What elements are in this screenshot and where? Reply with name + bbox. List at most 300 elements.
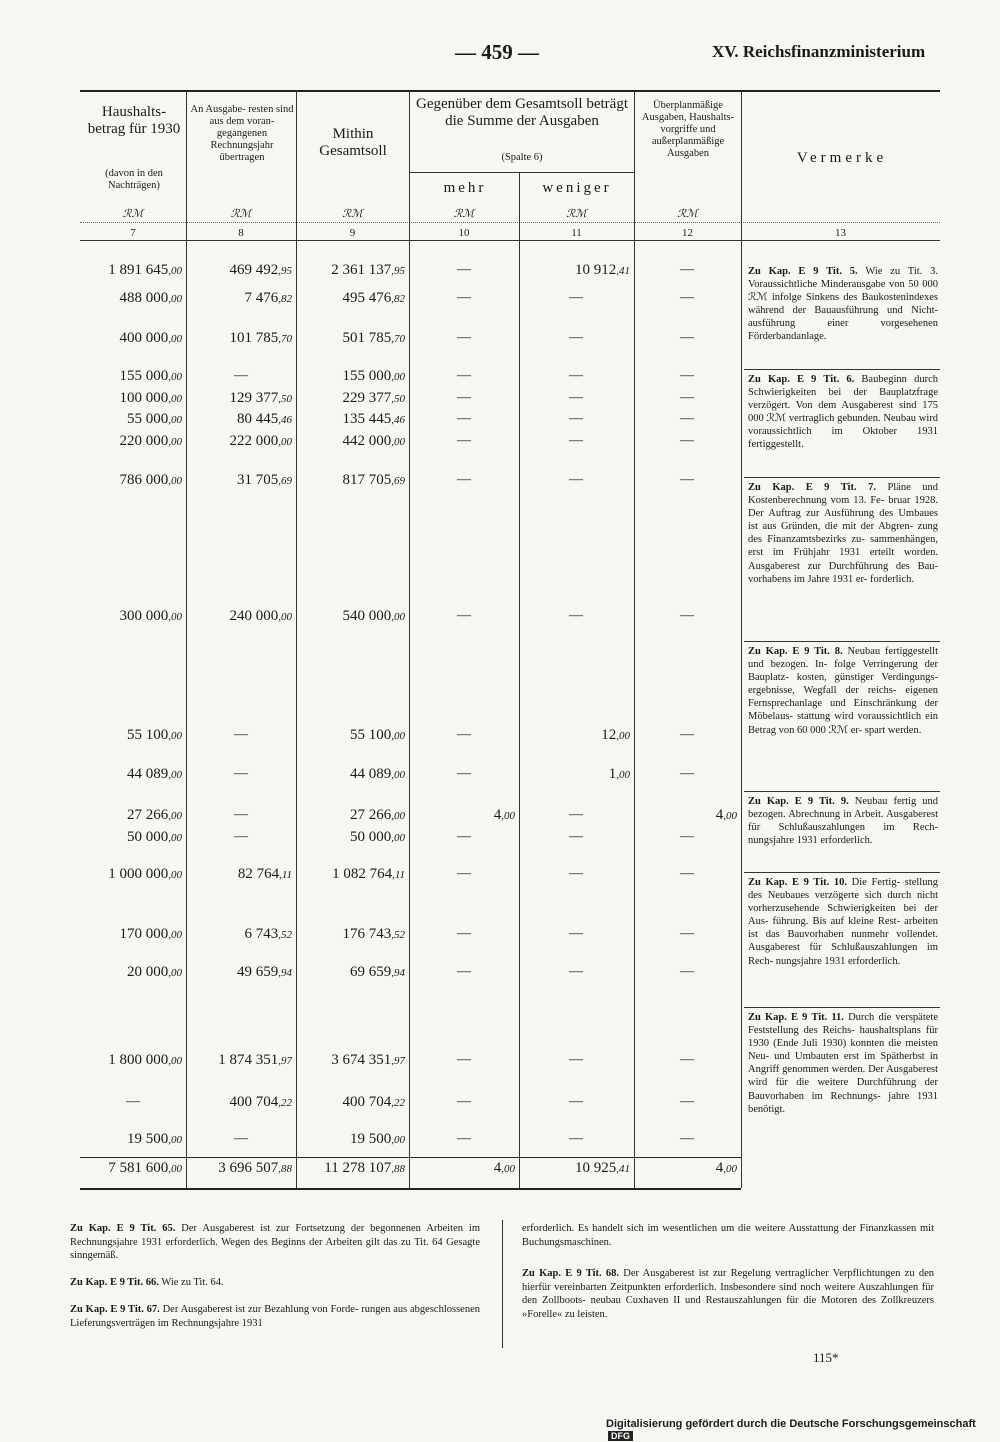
row-9-c8-int: 240 000	[229, 608, 279, 624]
row-4-c11-dash: —	[569, 368, 583, 383]
row-6-c12-dash: —	[680, 411, 694, 426]
row-2-c8-dec: 82	[281, 293, 292, 305]
footnote-divider	[502, 1220, 503, 1348]
row-1-c8: 469 492,95	[229, 262, 292, 278]
total-c7-int: 7 581 600	[108, 1160, 169, 1176]
remark-text: Baubeginn durch Schwierigkeiten bei der Bauplatzfrage verzögert. Von dem Ausgaberest sind 175 000 ℛℳ vertraglich gebunden. Neubau wird voraussichtlich im Oktober 1931 fertiggestellt.	[748, 374, 938, 451]
row-6-c8-int: 80 445	[237, 411, 279, 427]
colno-10: 10	[458, 227, 470, 239]
row-17-c7-int: 1 800 000	[108, 1052, 169, 1068]
remark-separator	[744, 1007, 940, 1008]
total-c11-dec: 41	[619, 1163, 630, 1175]
row-17-c7-dec: 00	[171, 1055, 182, 1067]
row-18-c7-dash: —	[126, 1094, 140, 1109]
row-12-c9-dec: 00	[394, 810, 405, 822]
row-11-c9-dec: 00	[394, 769, 405, 781]
row-10-c10-dash: —	[457, 727, 471, 742]
row-13-c11-dash: —	[569, 829, 583, 844]
row-3-c7-int: 400 000	[119, 330, 169, 346]
row-15-c11-dash: —	[569, 926, 583, 941]
row-5-c9-dec: 50	[394, 393, 405, 405]
row-12-c12-dec: 00	[726, 810, 737, 822]
row-15-c8-dec: 52	[281, 929, 292, 941]
row-1-c11: 10 912,41	[575, 262, 630, 278]
row-18-c12-dash: —	[680, 1094, 694, 1109]
row-12-c7-dec: 00	[171, 810, 182, 822]
colno-13: 13	[835, 227, 846, 239]
footnote-heading: Zu Kap. E 9 Tit. 68.	[522, 1268, 619, 1279]
row-6-c7-int: 55 000	[127, 411, 169, 427]
remark-heading: Zu Kap. E 9 Tit. 10.	[748, 877, 848, 888]
total-c8: 3 696 507,88	[218, 1160, 292, 1176]
col9-header: Mithin Gesamtsoll	[319, 126, 387, 159]
col-divider-8-9	[296, 90, 297, 1188]
row-18-c9-int: 400 704	[342, 1094, 392, 1110]
row-7-c12-dash: —	[680, 433, 694, 448]
row-15-c9-int: 176 743	[342, 926, 392, 942]
row-11-c7-int: 44 089	[127, 766, 169, 782]
remark-separator	[744, 791, 940, 792]
remark-3	[748, 481, 938, 586]
row-17-c7: 1 800 000,00	[108, 1052, 182, 1068]
col-divider-11-12	[634, 90, 635, 1188]
col-divider-12-13	[741, 90, 742, 1188]
row-3-c12-dash: —	[680, 330, 694, 345]
row-9-c10-dash: —	[457, 608, 471, 623]
row-8-c8-int: 31 705	[237, 472, 279, 488]
remark-2	[748, 373, 938, 452]
remark-heading: Zu Kap. E 9 Tit. 8.	[748, 646, 843, 657]
row-18-c9-dec: 22	[394, 1097, 405, 1109]
row-10-c11: 12,00	[601, 727, 630, 743]
page-number: — 459 —	[455, 40, 539, 64]
row-7-c9: 442 000,00	[342, 433, 405, 449]
row-15-c7-int: 170 000	[119, 926, 169, 942]
footnote-text: Der Ausgaberest ist zur Fortsetzung der begonnenen Arbeiten im Rechnungsjahre 1931 erforderlich. Wegen des Beginns der Arbeiten gilt das zu Tit. 64 Gesagte sinngemäß.	[70, 1223, 480, 1261]
footnote-heading: Zu Kap. E 9 Tit. 66.	[70, 1277, 159, 1288]
col13-header: Vermerke	[796, 150, 888, 166]
header-bottom-rule	[80, 240, 940, 241]
row-14-c8-int: 82 764	[237, 866, 280, 882]
row-9-c7: 300 000,00	[119, 608, 182, 624]
total-c9-int: 11 278 107	[324, 1160, 392, 1176]
row-18-c10-dash: —	[457, 1094, 471, 1109]
row-5-c8-dec: 50	[281, 393, 292, 405]
row-18-c8: 400 704,22	[229, 1094, 292, 1110]
row-10-c8-dash: —	[234, 727, 248, 742]
row-16-c11-dash: —	[569, 964, 583, 979]
row-13-c12-dash: —	[680, 829, 694, 844]
remark-heading: Zu Kap. E 9 Tit. 9.	[748, 796, 849, 807]
row-9-c9-dec: 00	[394, 611, 405, 623]
row-7-c11-dash: —	[569, 433, 583, 448]
footnote-heading: Zu Kap. E 9 Tit. 67.	[70, 1304, 160, 1315]
row-11-c10-dash: —	[457, 766, 471, 781]
total-c8-int: 3 696 507	[218, 1160, 279, 1176]
row-19-c9-dec: 00	[394, 1134, 405, 1146]
remark-separator	[744, 477, 940, 478]
row-3-c9-dec: 70	[394, 333, 405, 345]
row-17-c11-dash: —	[569, 1052, 583, 1067]
row-11-c9: 44 089,00	[350, 766, 405, 782]
row-7-c8: 222 000,00	[229, 433, 292, 449]
row-10-c7: 55 100,00	[127, 727, 182, 743]
row-8-c11-dash: —	[569, 472, 583, 487]
footnote-text: Der Ausgaberest ist zur Regelung vertraglicher Verpflichtungen zu den hierfür vereinbarten Zeitpunkten erforderlich. Insbesondere sind noch weitere Auszahlungen für den Zollboots- neubau Cuxhaven II und Restauszahlungen für die Motoren des Zollkreuzers »Forelle« zu leisten.	[522, 1268, 934, 1320]
total-c11-int: 10 925	[575, 1160, 617, 1176]
row-15-c7: 170 000,00	[119, 926, 182, 942]
row-16-c10-dash: —	[457, 964, 471, 979]
unit-c12: ℛℳ	[677, 208, 698, 220]
row-17-c10-dash: —	[457, 1052, 471, 1067]
row-17-c12-dash: —	[680, 1052, 694, 1067]
row-15-c9-dec: 52	[394, 929, 405, 941]
footnote-text: Der Ausgaberest ist zur Bezahlung von Forde- rungen aus abgeschlossenen Lieferungsverträgen im Rechnungsjahre 1931	[70, 1304, 480, 1329]
row-16-c9: 69 659,94	[350, 964, 405, 980]
row-5-c11-dash: —	[569, 390, 583, 405]
row-8-c9-dec: 69	[394, 475, 405, 487]
col7-subheader: (davon in den Nachträgen)	[105, 168, 163, 191]
remark-separator	[744, 369, 940, 370]
col10-header: mehr	[443, 180, 487, 196]
row-3-c8-dec: 70	[281, 333, 292, 345]
row-10-c11-int: 12	[601, 727, 617, 743]
row-1-c8-dec: 95	[281, 265, 292, 277]
remark-text: Neubau fertiggestellt und bezogen. In- folge Verringerung der Bauplatz- kosten, günstiger Verdingungs- ergebnisse, Wegfall der reichs- eigenen Fernsprechanlage und Einschränkung der Möbelaus- stattung wird voraussichtlich ein Betrag von 60 000 ℛℳ er- spart werden.	[748, 646, 938, 736]
row-2-c9-int: 495 476	[342, 290, 392, 306]
row-14-c9-int: 1 082 764	[332, 866, 393, 882]
col11-header: weniger	[542, 180, 612, 196]
row-11-c9-int: 44 089	[350, 766, 392, 782]
row-12-c8-dash: —	[234, 807, 248, 822]
row-6-c10-dash: —	[457, 411, 471, 426]
row-3-c7-dec: 00	[171, 333, 182, 345]
unit-c8: ℛℳ	[230, 208, 252, 220]
unit-rule	[80, 222, 940, 223]
row-7-c8-int: 222 000	[229, 433, 279, 449]
total-c12: 4,00	[715, 1160, 737, 1176]
remark-heading: Zu Kap. E 9 Tit. 7.	[748, 482, 876, 493]
row-5-c9-int: 229 377	[342, 390, 392, 406]
row-14-c9-dec: 11	[394, 869, 405, 881]
colno-7: 7	[130, 227, 136, 239]
row-8-c9-int: 817 705	[342, 472, 392, 488]
row-14-c7: 1 000 000,00	[108, 866, 182, 882]
row-14-c7-dec: 00	[171, 869, 182, 881]
row-16-c12-dash: —	[680, 964, 694, 979]
row-5-c12-dash: —	[680, 390, 694, 405]
row-9-c8: 240 000,00	[229, 608, 292, 624]
row-7-c9-dec: 00	[394, 436, 405, 448]
row-8-c7-int: 786 000	[119, 472, 169, 488]
remark-4	[748, 645, 938, 737]
row-1-c7-int: 1 891 645	[108, 262, 169, 278]
remark-heading: Zu Kap. E 9 Tit. 5.	[748, 266, 858, 277]
page-header	[0, 40, 1000, 70]
row-18-c9: 400 704,22	[342, 1094, 405, 1110]
row-16-c8: 49 659,94	[237, 964, 292, 980]
remark-separator	[744, 872, 940, 873]
col8-header: An Ausgabe- resten sind aus dem voran- gegangenen Rechnungsjahr übertragen	[190, 104, 294, 163]
row-4-c7-dec: 00	[171, 371, 182, 383]
row-1-c11-int: 10 912	[575, 262, 617, 278]
row-8-c8-dec: 69	[281, 475, 292, 487]
row-6-c7-dec: 00	[171, 414, 182, 426]
remark-text: Durch die verspätete Feststellung des Reichs- haushaltsplans für 1930 (Ende Juli 1930) konnten die meisten Neu- und Umbauten erst im Spätherbst in Angriff genommen werden. Der Ausgaberest wird für die weitere Durchführung der Bauvorhaben im Rechnungs- jahre 1931 benötigt.	[748, 1012, 938, 1115]
footnote-left-3	[70, 1303, 480, 1330]
remark-1	[748, 265, 938, 344]
row-9-c9-int: 540 000	[342, 608, 392, 624]
row-13-c7-int: 50 000	[127, 829, 169, 845]
total-c9-dec: 88	[394, 1163, 405, 1175]
row-6-c7: 55 000,00	[127, 411, 182, 427]
row-11-c11-dec: 00	[619, 769, 630, 781]
remark-6	[748, 876, 938, 968]
row-14-c12-dash: —	[680, 866, 694, 881]
row-14-c10-dash: —	[457, 866, 471, 881]
remark-text: Pläne und Kostenberechnung vom 13. Fe- bruar 1928. Der Auftrag zur Ausführung des Umbaues ist aus Gründen, die mit der Abgren- zung des Finanzamtsbezirks zu- sammenhängen, erst im Frühjahr 1931 erteilt worden. Ausgaberest zur Durchführung des Bau- vorhabens im Jahre 1931 er- forderlich.	[748, 482, 938, 585]
total-c7-dec: 00	[171, 1163, 182, 1175]
row-12-c9: 27 266,00	[350, 807, 405, 823]
row-8-c10-dash: —	[457, 472, 471, 487]
row-12-c7-int: 27 266	[127, 807, 169, 823]
col7-header: Haushalts- betrag für 1930	[87, 104, 181, 137]
row-13-c7-dec: 00	[171, 832, 182, 844]
row-8-c12-dash: —	[680, 472, 694, 487]
row-16-c8-int: 49 659	[237, 964, 279, 980]
group-subheader: (Spalte 6)	[501, 152, 543, 163]
row-12-c10-int: 4	[493, 807, 502, 823]
row-9-c11-dash: —	[569, 608, 583, 623]
row-17-c9-int: 3 674 351	[331, 1052, 392, 1068]
digitization-credit	[606, 1418, 1000, 1442]
row-3-c10-dash: —	[457, 330, 471, 345]
ministry-title: XV. Reichsfinanzministerium	[712, 42, 926, 61]
total-c7: 7 581 600,00	[108, 1160, 182, 1176]
row-4-c7-int: 155 000	[119, 368, 169, 384]
row-8-c9: 817 705,69	[342, 472, 405, 488]
unit-c7: ℛℳ	[122, 208, 144, 220]
row-12-c10-dec: 00	[504, 810, 515, 822]
table-bottom-rule	[80, 1188, 741, 1190]
row-3-c8: 101 785,70	[229, 330, 292, 346]
colno-11: 11	[571, 227, 582, 239]
row-18-c8-int: 400 704	[229, 1094, 279, 1110]
row-2-c7: 488 000,00	[119, 290, 182, 306]
row-2-c9-dec: 82	[394, 293, 405, 305]
row-2-c7-int: 488 000	[119, 290, 169, 306]
remark-7	[748, 1011, 938, 1116]
row-12-c7: 27 266,00	[127, 807, 182, 823]
row-16-c7-int: 20 000	[127, 964, 169, 980]
table-top-rule	[80, 90, 940, 92]
col12-header: Überplanmäßige Ausgaben, Haushalts- vorgriffe und außerplanmäßige Ausgaben	[641, 100, 735, 159]
row-1-c9: 2 361 137,95	[331, 262, 405, 278]
row-14-c8: 82 764,11	[237, 866, 292, 882]
row-2-c8-int: 7 476	[244, 290, 279, 306]
row-14-c7-int: 1 000 000	[108, 866, 169, 882]
row-15-c12-dash: —	[680, 926, 694, 941]
row-3-c11-dash: —	[569, 330, 583, 345]
footnote-text: erforderlich. Es handelt sich im wesentlichen um die weitere Ausstattung der Finanzkassen mit Buchungsmaschinen.	[522, 1223, 934, 1248]
total-c12-int: 4	[715, 1160, 724, 1176]
footnote-right-2	[522, 1267, 934, 1321]
row-13-c7: 50 000,00	[127, 829, 182, 845]
row-4-c12-dash: —	[680, 368, 694, 383]
row-2-c12-dash: —	[680, 290, 694, 305]
row-15-c10-dash: —	[457, 926, 471, 941]
total-c10: 4,00	[493, 1160, 515, 1176]
row-10-c12-dash: —	[680, 727, 694, 742]
row-9-c9: 540 000,00	[342, 608, 405, 624]
totals-rule	[80, 1157, 741, 1158]
row-15-c8-int: 6 743	[244, 926, 279, 942]
row-17-c9-dec: 97	[394, 1055, 405, 1067]
row-10-c11-dec: 00	[619, 730, 630, 742]
row-15-c8: 6 743,52	[244, 926, 292, 942]
row-1-c9-int: 2 361 137	[331, 262, 392, 278]
row-13-c8-dash: —	[234, 829, 248, 844]
remark-text: Neubau fertig und bezogen. Abrechnung in Arbeit. Ausgaberest für Schlußauszahlungen im Rech- nungsjahre 1931 erforderlich.	[748, 796, 938, 847]
row-12-c11-dash: —	[569, 807, 583, 822]
row-9-c8-dec: 00	[281, 611, 292, 623]
row-11-c7: 44 089,00	[127, 766, 182, 782]
row-9-c7-int: 300 000	[119, 608, 169, 624]
row-6-c9-dec: 46	[394, 414, 405, 426]
row-17-c8: 1 874 351,97	[218, 1052, 292, 1068]
row-7-c8-dec: 00	[281, 436, 292, 448]
row-19-c7-dec: 00	[171, 1134, 182, 1146]
col-divider-7-8	[186, 90, 187, 1188]
row-5-c8: 129 377,50	[229, 390, 292, 406]
row-12-c12-int: 4	[715, 807, 724, 823]
row-14-c11-dash: —	[569, 866, 583, 881]
remark-heading: Zu Kap. E 9 Tit. 6.	[748, 374, 855, 385]
row-19-c10-dash: —	[457, 1131, 471, 1146]
colno-8: 8	[238, 227, 244, 239]
total-c10-int: 4	[493, 1160, 502, 1176]
group-sub-rule	[409, 172, 634, 173]
row-10-c7-dec: 00	[171, 730, 182, 742]
footnote-text: Wie zu Tit. 64.	[158, 1277, 224, 1288]
row-1-c9-dec: 95	[394, 265, 405, 277]
row-13-c9: 50 000,00	[350, 829, 405, 845]
row-16-c9-int: 69 659	[350, 964, 392, 980]
row-12-c9-int: 27 266	[350, 807, 392, 823]
row-12-c10: 4,00	[493, 807, 515, 823]
row-4-c9: 155 000,00	[342, 368, 405, 384]
row-11-c12-dash: —	[680, 766, 694, 781]
dfg-logo: DFG	[608, 1431, 633, 1441]
row-16-c8-dec: 94	[281, 967, 292, 979]
total-c10-dec: 00	[504, 1163, 515, 1175]
row-10-c9-int: 55 100	[350, 727, 392, 743]
row-13-c9-int: 50 000	[350, 829, 392, 845]
page-reference: 115*	[813, 1350, 839, 1365]
row-2-c8: 7 476,82	[244, 290, 292, 306]
row-18-c8-dec: 22	[281, 1097, 292, 1109]
row-2-c7-dec: 00	[171, 293, 182, 305]
row-4-c9-int: 155 000	[342, 368, 392, 384]
row-15-c7-dec: 00	[171, 929, 182, 941]
row-13-c9-dec: 00	[394, 832, 405, 844]
total-c8-dec: 88	[281, 1163, 292, 1175]
row-9-c12-dash: —	[680, 608, 694, 623]
colno-12: 12	[682, 227, 693, 239]
row-4-c7: 155 000,00	[119, 368, 182, 384]
row-18-c11-dash: —	[569, 1094, 583, 1109]
row-7-c7: 220 000,00	[119, 433, 182, 449]
row-2-c9: 495 476,82	[342, 290, 405, 306]
remark-separator	[744, 641, 940, 642]
row-4-c10-dash: —	[457, 368, 471, 383]
row-11-c11-int: 1	[608, 766, 617, 782]
row-19-c11-dash: —	[569, 1131, 583, 1146]
row-5-c7-int: 100 000	[119, 390, 169, 406]
row-8-c7-dec: 00	[171, 475, 182, 487]
row-2-c11-dash: —	[569, 290, 583, 305]
row-6-c11-dash: —	[569, 411, 583, 426]
row-13-c10-dash: —	[457, 829, 471, 844]
footnote-right-1	[522, 1222, 934, 1249]
row-11-c8-dash: —	[234, 766, 248, 781]
row-6-c8: 80 445,46	[237, 411, 292, 427]
row-5-c10-dash: —	[457, 390, 471, 405]
row-17-c8-int: 1 874 351	[218, 1052, 279, 1068]
row-7-c7-int: 220 000	[119, 433, 169, 449]
remark-5	[748, 795, 938, 847]
col-divider-9-10	[409, 90, 410, 1188]
row-14-c9: 1 082 764,11	[332, 866, 405, 882]
group-header: Gegenüber dem Gesamtsoll beträgt die Summe der Ausgaben	[415, 96, 628, 129]
row-1-c12-dash: —	[680, 262, 694, 277]
unit-c9: ℛℳ	[342, 208, 363, 220]
footnote-heading: Zu Kap. E 9 Tit. 65.	[70, 1223, 176, 1234]
row-19-c9-int: 19 500	[350, 1131, 392, 1147]
col-divider-10-11	[519, 172, 520, 1188]
row-19-c7-int: 19 500	[127, 1131, 169, 1147]
row-14-c8-dec: 11	[281, 869, 292, 881]
row-5-c7-dec: 00	[171, 393, 182, 405]
row-4-c8-dash: —	[234, 368, 248, 383]
row-5-c8-int: 129 377	[229, 390, 279, 406]
row-12-c12: 4,00	[715, 807, 737, 823]
unit-c10: ℛℳ	[453, 208, 475, 220]
row-1-c8-int: 469 492	[229, 262, 279, 278]
row-4-c9-dec: 00	[394, 371, 405, 383]
row-19-c7: 19 500,00	[127, 1131, 182, 1147]
row-6-c9-int: 135 445	[342, 411, 392, 427]
row-1-c7-dec: 00	[171, 265, 182, 277]
row-6-c9: 135 445,46	[342, 411, 405, 427]
row-11-c7-dec: 00	[171, 769, 182, 781]
row-17-c8-dec: 97	[281, 1055, 292, 1067]
row-3-c9-int: 501 785	[342, 330, 392, 346]
row-17-c9: 3 674 351,97	[331, 1052, 405, 1068]
row-1-c7: 1 891 645,00	[108, 262, 182, 278]
row-8-c7: 786 000,00	[119, 472, 182, 488]
row-9-c7-dec: 00	[171, 611, 182, 623]
total-c9: 11 278 107,88	[324, 1160, 405, 1176]
row-16-c9-dec: 94	[394, 967, 405, 979]
row-10-c7-int: 55 100	[127, 727, 169, 743]
remark-heading: Zu Kap. E 9 Tit. 11.	[748, 1012, 844, 1023]
row-7-c10-dash: —	[457, 433, 471, 448]
row-3-c8-int: 101 785	[229, 330, 279, 346]
colno-9: 9	[349, 227, 356, 239]
row-7-c7-dec: 00	[171, 436, 182, 448]
row-11-c11: 1,00	[608, 766, 630, 782]
